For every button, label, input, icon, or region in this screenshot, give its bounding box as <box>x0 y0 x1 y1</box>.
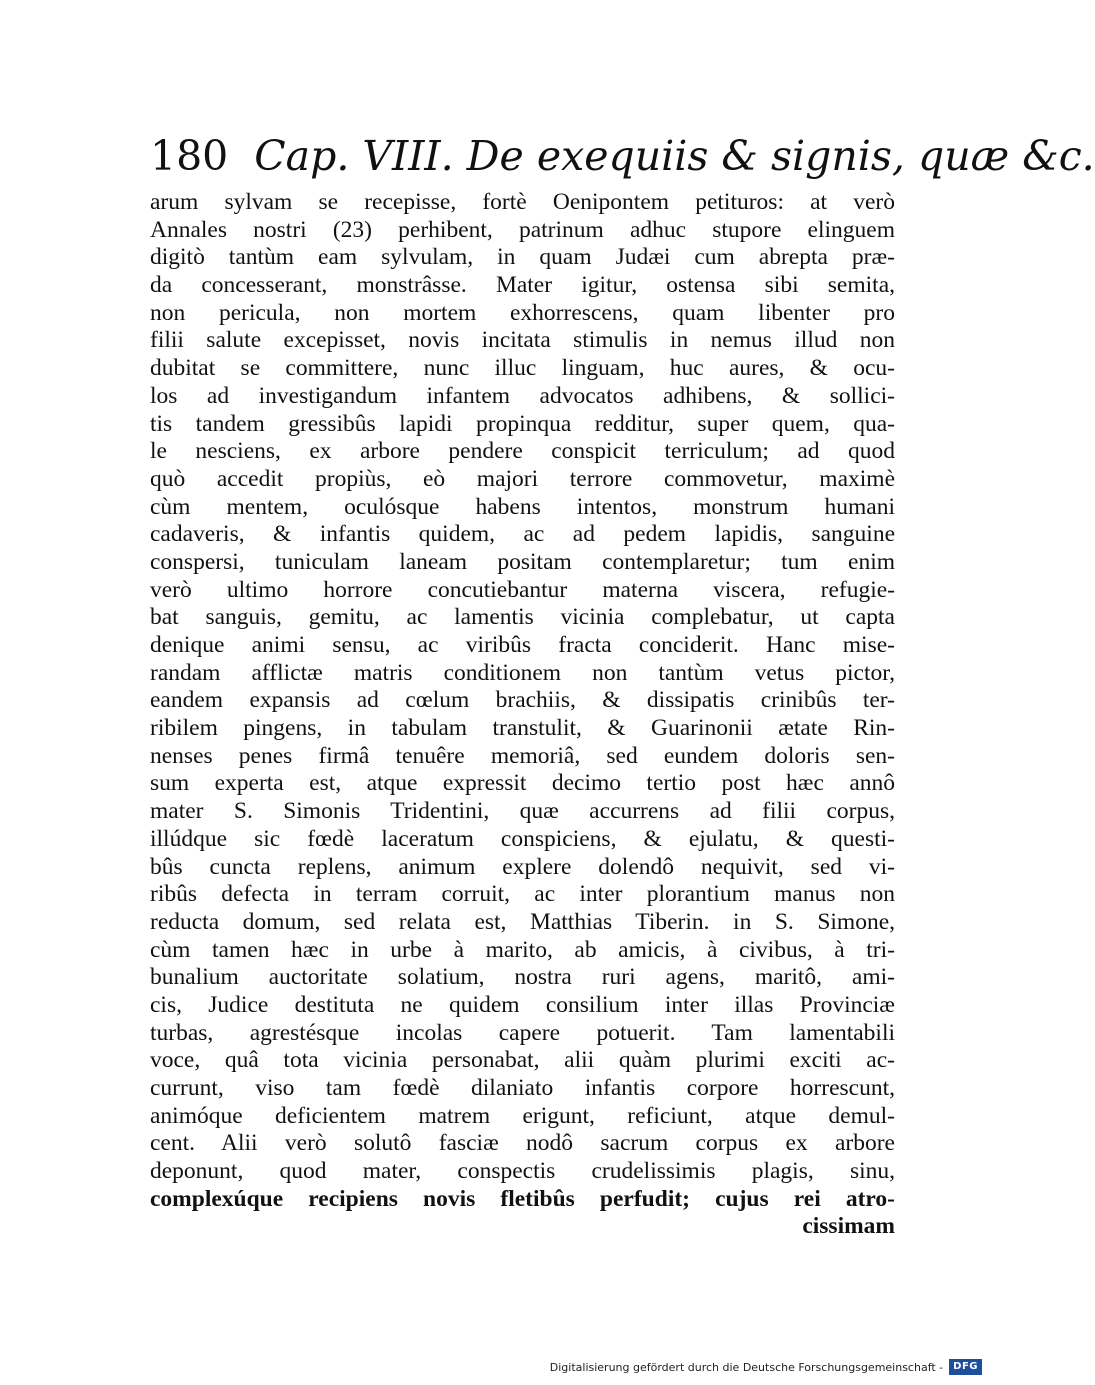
text-line: bat sanguis, gemitu, ac lamentis vicinia complebatur, ut capta <box>150 604 895 631</box>
text-line: quò accedit propiùs, eò majori terrore commovetur, maximè <box>150 465 895 492</box>
text-line: non pericula, non mortem exhorrescens, quam libenter pro <box>150 299 895 326</box>
text-line: randam afflictæ matris conditionem non tantùm vetus pictor, <box>150 659 895 686</box>
text-line: sum experta est, atque expressit decimo tertio post hæc annô <box>150 770 895 797</box>
text-line: cùm tamen hæc in urbe à marito, ab amicis, à civibus, à tri- <box>150 936 895 963</box>
running-header <box>150 128 1095 184</box>
text-line: complexúque recipiens novis fletibûs perfudit; cujus rei atro- <box>150 1185 895 1212</box>
text-line: le nesciens, ex arbore pendere conspicit terriculum; ad quod <box>150 438 895 465</box>
running-title: Cap. VIII. De exequiis & signis, quæ &c. <box>254 132 1095 180</box>
text-line: tis tandem gressibûs lapidi propinqua redditur, super quem, qua- <box>150 410 895 437</box>
text-line: cadaveris, & infantis quidem, ac ad pedem lapidis, sanguine <box>150 521 895 548</box>
text-line: voce, quâ tota vicinia personabat, alii quàm plurimi exciti ac- <box>150 1047 895 1074</box>
text-line: bûs cuncta replens, animum explere dolendô nequivit, sed vi- <box>150 853 895 880</box>
text-line: verò ultimo horrore concutiebantur materna viscera, refugie- <box>150 576 895 603</box>
credit-text: Digitalisierung gefördert durch die Deutsche Forschungsgemeinschaft - <box>549 1360 944 1374</box>
text-line: digitò tantùm eam sylvulam, in quam Judæi cum abrepta præ- <box>150 244 895 271</box>
text-line: cent. Alii verò solutô fasciæ nodô sacrum corpus ex arbore <box>150 1130 895 1157</box>
text-line: reducta domum, sed relata est, Matthias Tiberin. in S. Simone, <box>150 908 895 935</box>
digitization-credit <box>550 1357 982 1377</box>
text-line: ribilem pingens, in tabulam transtulit, & Guarinonii ætate Rin- <box>150 715 895 742</box>
text-line: eandem expansis ad cœlum brachiis, & dissipatis crinibûs ter- <box>150 687 895 714</box>
text-line: animóque deficientem matrem erigunt, reficiunt, atque demul- <box>150 1102 895 1129</box>
text-line: filii salute excepisset, novis incitata stimulis in nemus illud non <box>150 327 895 354</box>
text-line: currunt, viso tam fœdè dilaniato infantis corpore horrescunt, <box>150 1075 895 1101</box>
text-line: cùm mentem, oculósque habens intentos, monstrum humani <box>150 493 895 520</box>
text-line: da concesserant, monstrâsse. Mater igitur, ostensa sibi semita, <box>150 272 895 299</box>
text-line: mater S. Simonis Tridentini, quæ accurrens ad filii corpus, <box>150 798 895 825</box>
catchword: cissimam <box>802 1213 895 1240</box>
text-line: turbas, agrestésque incolas capere potuerit. Tam lamentabili <box>150 1019 895 1046</box>
text-line: Annales nostri (23) perhibent, patrinum adhuc stupore elinguem <box>150 216 895 243</box>
text-line: illúdque sic fœdè laceratum conspiciens, & ejulatu, & questi- <box>150 825 895 852</box>
text-line: nenses penes firmâ tenuêre memoriâ, sed eundem doloris sen- <box>150 742 895 769</box>
text-line: dubitat se committere, nunc illuc linguam, huc aures, & ocu- <box>150 355 895 382</box>
text-line: conspersi, tuniculam laneam positam contemplaretur; tum enim <box>150 548 895 575</box>
text-line: arum sylvam se recepisse, fortè Oenipontem petituros: at verò <box>150 189 895 215</box>
text-line: bunalium auctoritate solatium, nostra ruri agens, maritô, ami- <box>150 964 895 991</box>
page-number: 180 <box>150 132 229 180</box>
text-line: los ad investigandum infantem advocatos adhibens, & sollici- <box>150 382 895 409</box>
dfg-logo: DFG <box>949 1359 982 1375</box>
body-text <box>150 189 895 1241</box>
text-line: deponunt, quod mater, conspectis crudelissimis plagis, sinu, <box>150 1158 895 1185</box>
text-line: cis, Judice destituta ne quidem consilium inter illas Provinciæ <box>150 991 895 1018</box>
text-line: denique animi sensu, ac viribûs fracta conciderit. Hanc mise- <box>150 632 895 658</box>
text-line: ribûs defecta in terram corruit, ac inter plorantium manus non <box>150 881 895 908</box>
